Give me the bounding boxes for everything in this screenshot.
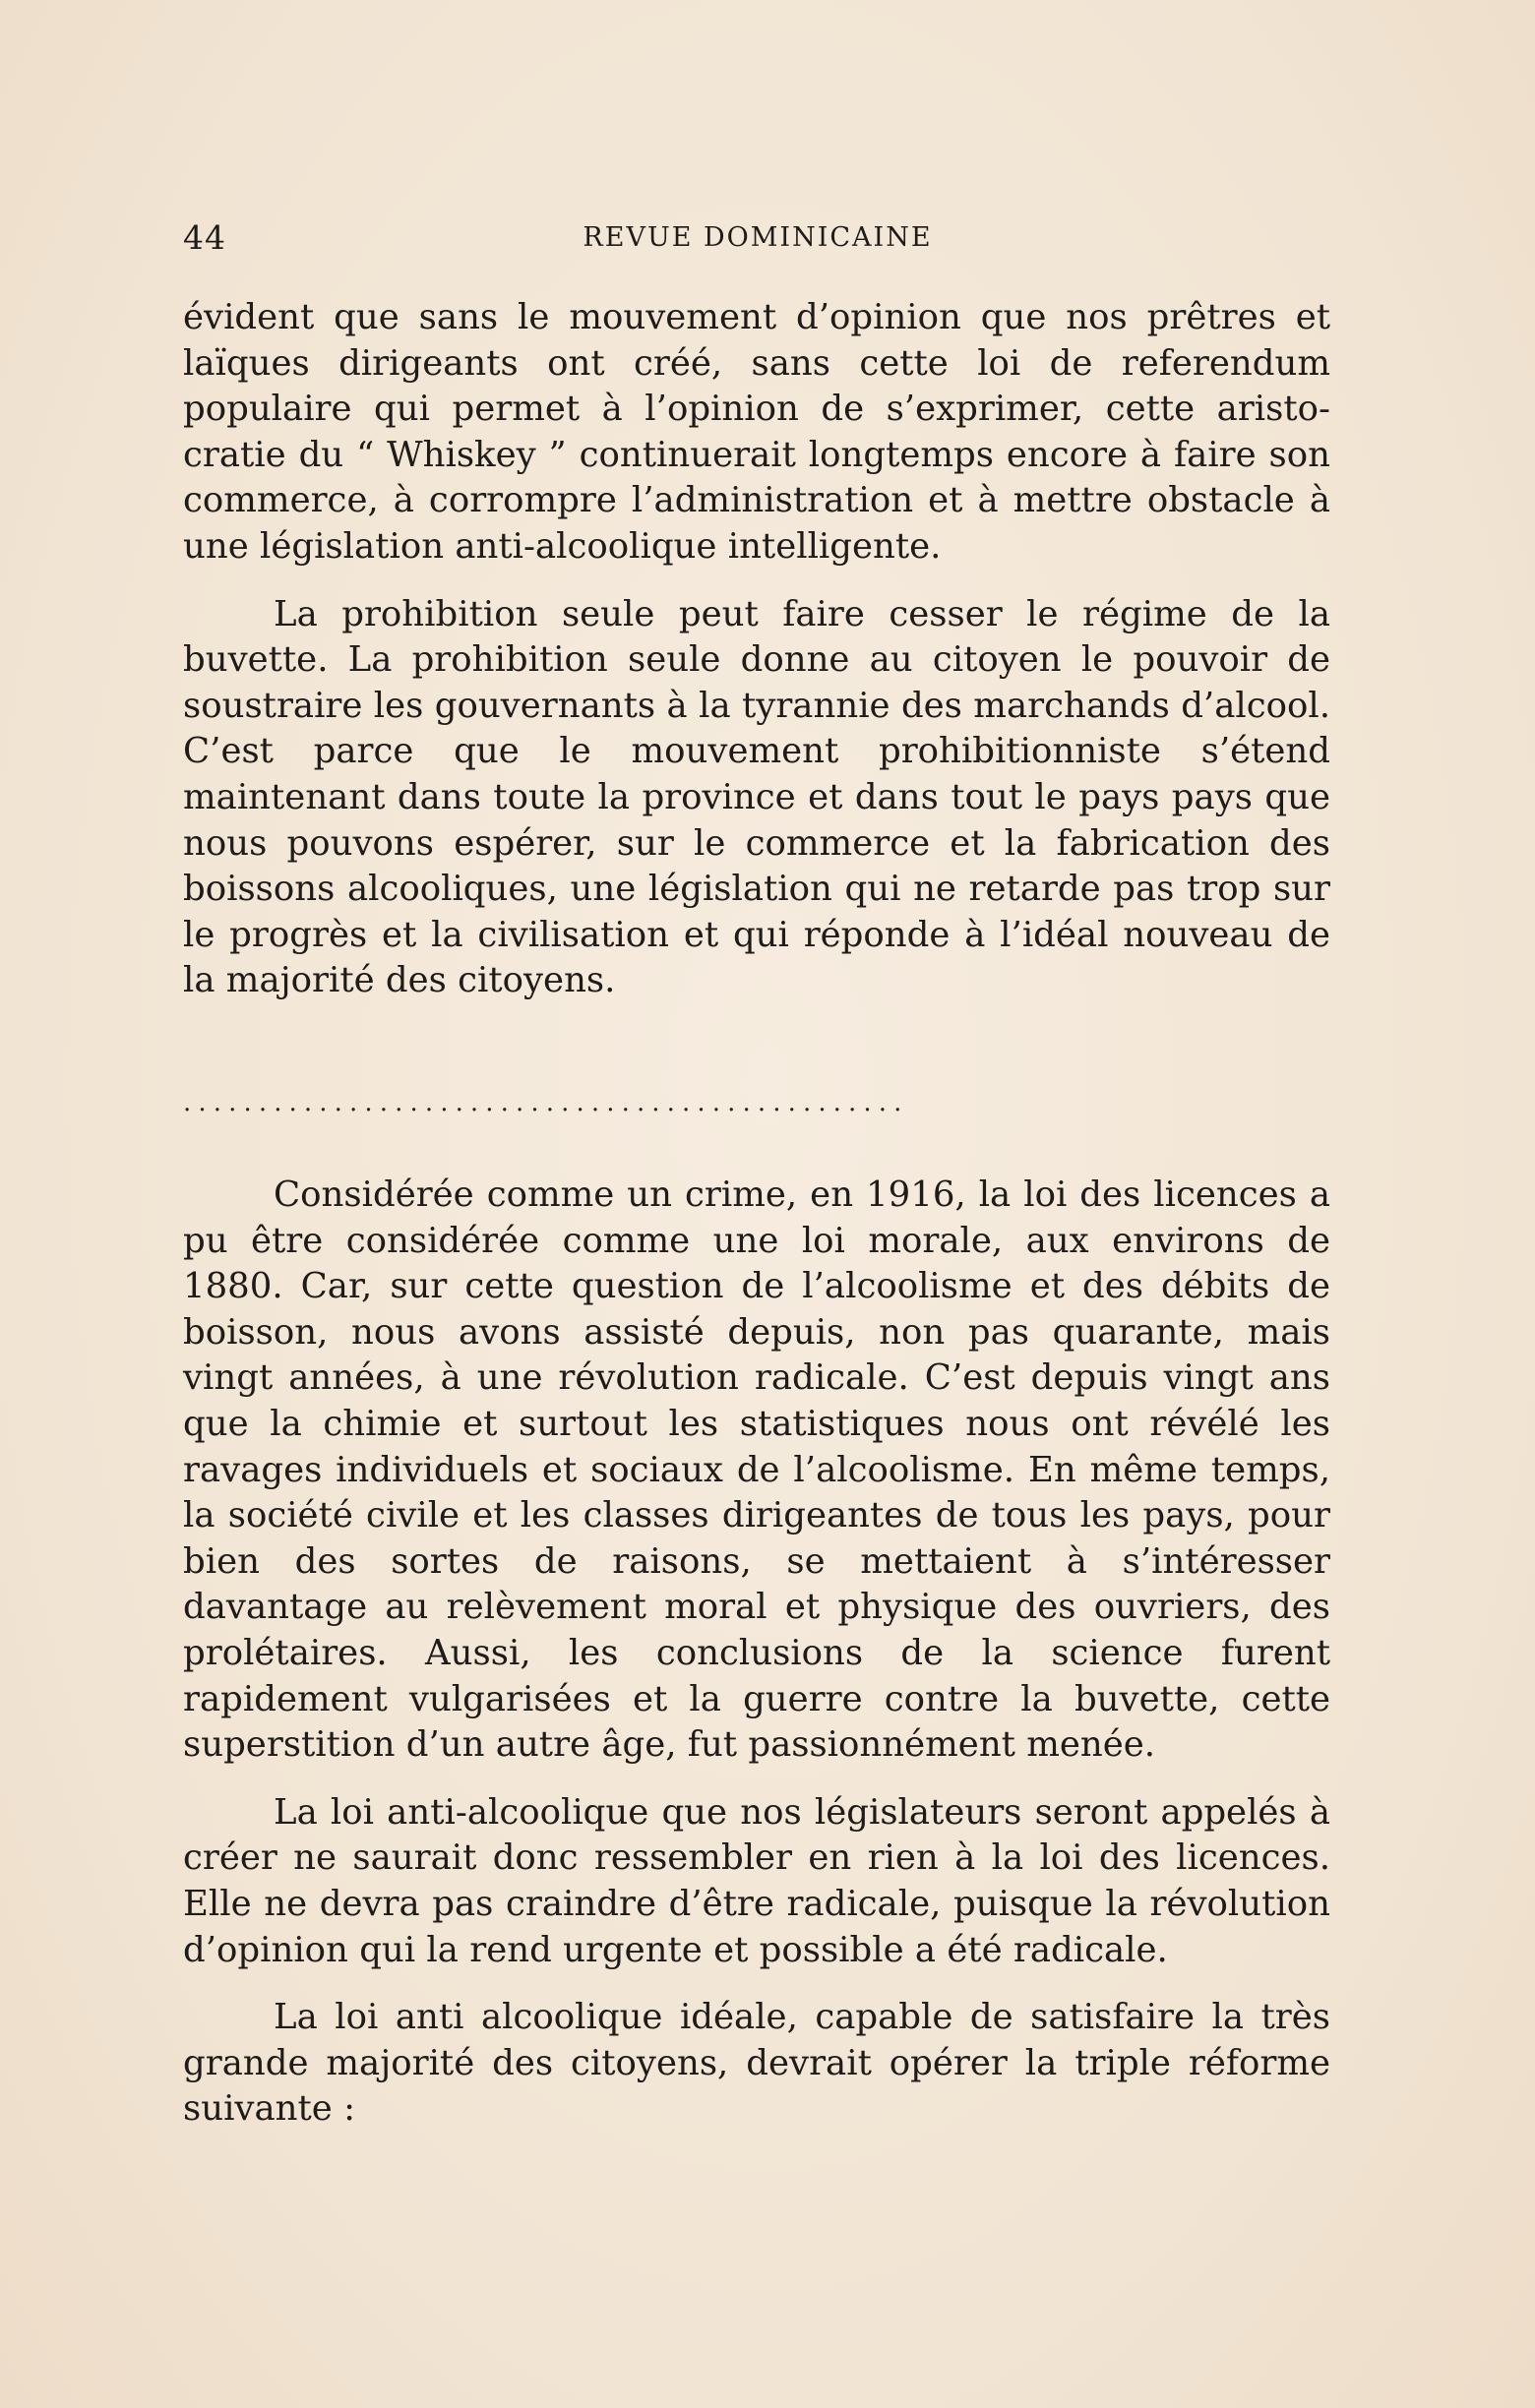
text-block-bottom bbox=[183, 1173, 1330, 2133]
running-title: REVUE DOMINICAINE bbox=[583, 222, 933, 253]
paragraph: Considérée comme un crime, en 1916, la loi des licences a pu être considérée comme une loi morale, aux environs de 1880. Car, sur cette question de l’alcoolisme et des débits de boisson, nous avons assisté depuis, non pas quarante, mais vingt années, à une révolution radicale. C’est depuis vingt ans que la chimie et surtout les statistiques nous ont révélé les ravages individuels et sociaux de l’alcoolisme. En même temps, la société civile et les classes dirigeantes de tous les pays, pour bien des sortes de raisons, se mettaient à s’intéresser davantage au relèvement moral et physique des ouvriers, des prolétaires. Aussi, les conclusions de la science furent rapidement vulgarisées et la guerre contre la buvette, cette superstition d’un autre âge, fut passionnément menée. bbox=[183, 1174, 1330, 1766]
dotted-separator: ................................................ bbox=[183, 1088, 909, 1117]
paragraph: évident que sans le mouvement d’opinion que nos prêtres et laïques dirigeants ont créé, sans cette loi de referendum populaire qui permet à l’opinion de s’exprimer, cette aristocratie du “ Whiskey ” continuerait longtemps encore à faire son commerce, à corrompre l’administration et à mettre obstacle à une législation anti-alcoolique intelligente. bbox=[183, 297, 1330, 567]
paragraph: La loi anti-alcoolique que nos législateurs seront appelés à créer ne saurait donc ressembler en rien à la loi des licences. Elle ne devra pas craindre d’être radicale, puisque la révolution d’opinion qui la rend urgente et possible a été radicale. bbox=[183, 1791, 1330, 1970]
paragraph: La loi anti alcoolique idéale, capable de satisfaire la très grande majorité des citoyens, devrait opérer la triple réforme suivante : bbox=[183, 1997, 1330, 2130]
text-block-top bbox=[183, 295, 1330, 1004]
page-number: 44 bbox=[183, 218, 226, 257]
page-header bbox=[183, 218, 1332, 262]
paragraph: La prohibition seule peut faire cesser le régime de la buvette. La prohibition seule donne au citoyen le pouvoir de soustraire les gouvernants à la tyrannie des marchands d’alcool. C’est parce que le mouvement prohibitionniste s’étend maintenant dans toute la province et dans tout le pays pays que nous pouvons espérer, sur le commerce et la fabrication des boissons alcooliques, une législation qui ne retarde pas trop sur le progrès et la civilisation et qui réponde à l’idéal nouveau de la majorité des citoyens. bbox=[183, 593, 1330, 1001]
